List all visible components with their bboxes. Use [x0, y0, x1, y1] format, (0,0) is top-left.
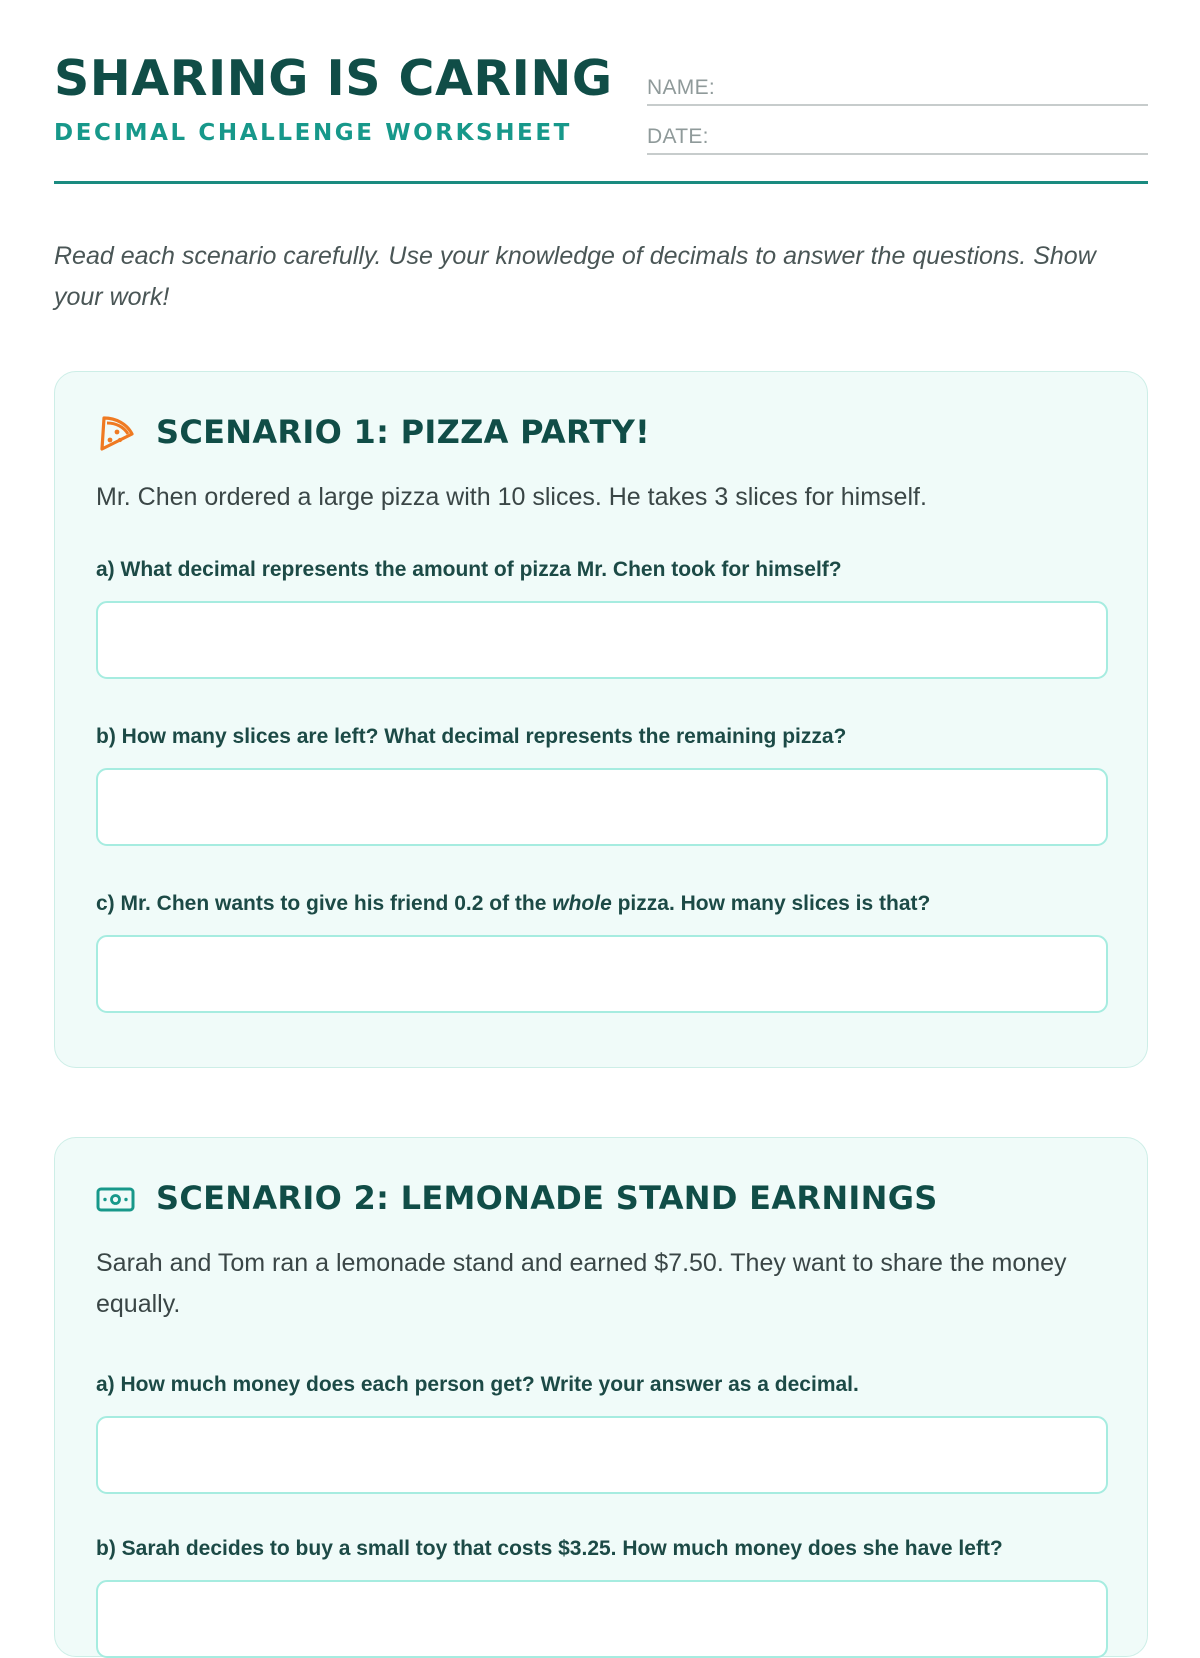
scenario-2-answer-a[interactable] [96, 1416, 1108, 1494]
scenario-1-question-b: b) How many slices are left? What decimal represents the remaining pizza? [96, 725, 847, 748]
worksheet-subtitle: DECIMAL CHALLENGE WORKSHEET [54, 120, 572, 146]
name-label: NAME: [647, 76, 716, 99]
question-c-emphasis: whole [552, 892, 612, 915]
scenario-1-title: SCENARIO 1: PIZZA PARTY! [156, 413, 650, 451]
scenario-2-text: Sarah and Tom ran a lemonade stand and earned $7.50. They want to share the money equally. [96, 1249, 1067, 1318]
question-c-text-after: pizza. How many slices is that? [611, 892, 931, 915]
instructions: Read each scenario carefully. Use your knowledge of decimals to answer the questions. Show your work! [54, 242, 1096, 311]
scenario-2-answer-b[interactable] [96, 1580, 1108, 1658]
scenario-1-answer-b[interactable] [96, 768, 1108, 846]
scenario-card-1 [54, 371, 1148, 1068]
question-c-text-before: c) Mr. Chen wants to give his friend 0.2 of the [96, 892, 553, 915]
scenario-1-text: Mr. Chen ordered a large pizza with 10 slices. He takes 3 slices for himself. [96, 483, 927, 511]
worksheet-header [54, 0, 1148, 184]
scenario-card-2 [54, 1137, 1148, 1657]
worksheet-page [54, 0, 1148, 1560]
money-bill-icon [96, 1180, 136, 1220]
date-label: DATE: [647, 125, 709, 148]
scenario-1-answer-c[interactable] [96, 935, 1108, 1013]
scenario-2-title: SCENARIO 2: LEMONADE STAND EARNINGS [156, 1179, 938, 1217]
header-divider [54, 181, 1148, 184]
scenario-2-question-a: a) How much money does each person get? Write your answer as a decimal. [96, 1373, 859, 1396]
scenario-2-question-b: b) Sarah decides to buy a small toy that costs $3.25. How much money does she have left? [96, 1537, 1003, 1560]
scenario-1-question-c [96, 890, 1106, 918]
name-field[interactable] [647, 60, 1148, 106]
scenario-1-answer-a[interactable] [96, 601, 1108, 679]
date-field[interactable] [647, 109, 1148, 155]
scenario-2-header [96, 1180, 1096, 1224]
scenario-1-question-a: a) What decimal represents the amount of pizza Mr. Chen took for himself? [96, 558, 842, 581]
worksheet-title: SHARING IS CARING [54, 50, 613, 107]
pizza-slice-icon [96, 414, 136, 454]
scenario-1-header [96, 414, 1096, 458]
